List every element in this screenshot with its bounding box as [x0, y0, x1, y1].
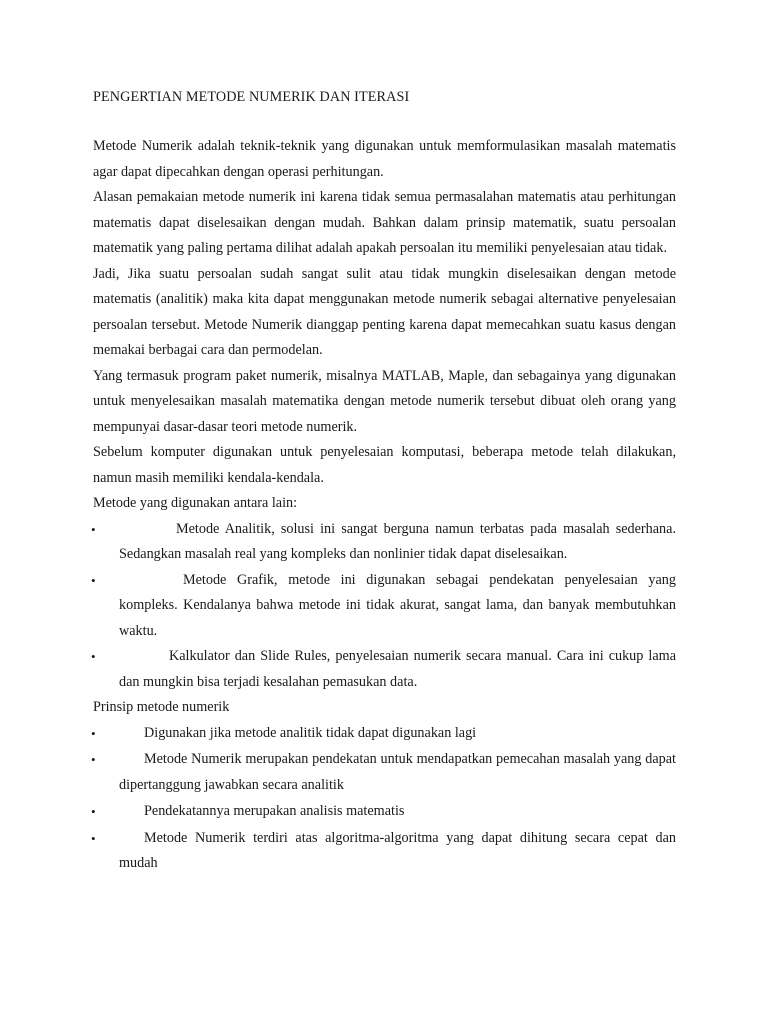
list-item-principle: [93, 826, 676, 877]
principles-heading: Prinsip metode numerik: [93, 699, 230, 715]
bullet-icon: •: [91, 752, 96, 767]
list-item-principle: [93, 721, 676, 747]
list-item-method-kalkulator: [93, 644, 676, 695]
bullet-icon: •: [91, 521, 96, 537]
list-item-text: Kalkulator dan Slide Rules, penyelesaian numerik secara manual. Cara ini cukup lama dan mungkin bisa terjadi kesalahan pemasukan data.: [119, 648, 676, 690]
paragraph-alternative: Jadi, Jika suatu persoalan sudah sangat sulit atau tidak mungkin diselesaikan dengan metode matematis (analitik) maka kita dapat menggunakan metode numerik sebagai alternative penyelesaian persoalan tersebut. Metode Numerik dianggap penting karena dapat memecahkan suatu kasus dengan memakai berbagai cara dan permodelan.: [93, 265, 676, 358]
principles-list: [93, 721, 676, 877]
list-item-text: Metode Numerik merupakan pendekatan untuk mendapatkan pemecahan masalah yang dapat dipertanggung jawabkan secara analitik: [119, 751, 676, 793]
bullet-icon: •: [91, 725, 96, 741]
paragraph-software: Yang termasuk program paket numerik, misalnya MATLAB, Maple, dan sebagainya yang digunakan untuk menyelesaikan masalah matematika dengan metode numerik tersebut dibuat oleh orang yang mempunyai dasar-dasar teori metode numerik.: [93, 367, 676, 435]
list-item-text: Digunakan jika metode analitik tidak dapat digunakan lagi: [144, 724, 477, 741]
bullet-icon: •: [91, 804, 96, 819]
bullet-icon: •: [91, 649, 96, 664]
bullet-icon: •: [91, 572, 96, 588]
bullet-icon: •: [91, 830, 96, 846]
list-item-principle: [93, 747, 676, 798]
list-item-method-grafik: [93, 568, 676, 645]
paragraph-methods-intro: Metode yang digunakan antara lain:: [93, 495, 298, 511]
document-title: PENGERTIAN METODE NUMERIK DAN ITERASI: [93, 89, 410, 105]
paragraph-history: Sebelum komputer digunakan untuk penyelesaian komputasi, beberapa metode telah dilakukan, namun masih memiliki kendala-kendala.: [93, 444, 676, 486]
paragraph-definition: Metode Numerik adalah teknik-teknik yang digunakan untuk memformulasikan masalah matematis agar dapat dipecahkan dengan operasi perhitungan.: [93, 138, 676, 180]
list-item-text: Metode Analitik, solusi ini sangat berguna namun terbatas pada masalah sederhana. Sedangkan masalah real yang kompleks dan nonlinier tidak dapat diselesaikan.: [119, 520, 676, 562]
paragraph-reason: Alasan pemakaian metode numerik ini karena tidak semua permasalahan matematis atau perhitungan matematis dapat diselesaikan dengan mudah. Bahkan dalam prinsip matematik, suatu persoalan matematik yang paling pertama dilihat adalah apakah persoalan itu memiliki penyelesaian atau tidak.: [93, 189, 676, 256]
list-item-text: Pendekatannya merupakan analisis matematis: [144, 803, 405, 819]
list-item-method-analitik: [93, 517, 676, 568]
list-item-text: Metode Numerik terdiri atas algoritma-algoritma yang dapat dihitung secara cepat dan mudah: [119, 829, 676, 871]
list-item-text: Metode Grafik, metode ini digunakan sebagai pendekatan penyelesaian yang kompleks. Kendalanya bahwa metode ini tidak akurat, sangat lama, dan banyak membutuhkan waktu.: [119, 571, 676, 639]
methods-list: [93, 517, 676, 696]
list-item-principle: [93, 799, 676, 825]
